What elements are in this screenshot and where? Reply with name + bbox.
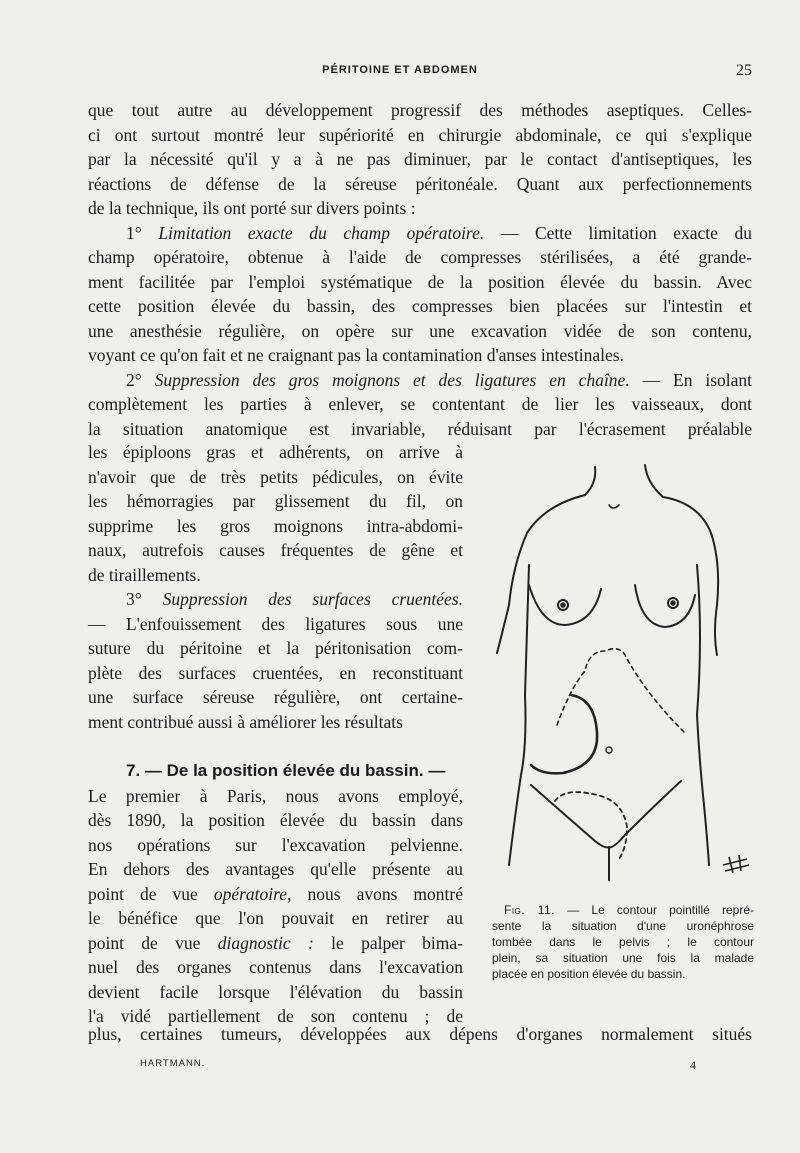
text-line: la situation anatomique est invariable, réduisant par l'écrasement préalable	[88, 418, 752, 439]
full-width-last-line	[88, 1022, 752, 1047]
text-line: nos opérations sur l'excavation pelvienne.	[88, 834, 463, 855]
text-line: les hémorragies par glissement du fil, on	[88, 491, 463, 511]
caption-line: tombée dans le pelvis ; le contour	[492, 935, 754, 949]
text-line: nuel des organes contenus dans l'excavation	[88, 957, 463, 977]
text-line: devient facile lorsque l'élévation du bassin	[88, 981, 463, 1002]
text-line: de la technique, ils ont porté sur divers points :	[88, 198, 416, 218]
point-2-number: 2°	[126, 369, 142, 390]
caption-line: plein, sa situation une fois la malade	[492, 951, 754, 965]
section-7-text	[88, 758, 463, 1029]
text-line: l'a vidé partiellement de son contenu ; de	[88, 1006, 463, 1026]
point-2-first-line	[88, 368, 752, 393]
signature-mark: 4	[690, 1058, 696, 1072]
running-title: PÉRITOINE ET ABDOMEN	[322, 64, 478, 76]
caption-line: placée en position élevée du bassin.	[492, 967, 686, 981]
point-3-first-line	[88, 587, 463, 612]
text-line: plus, certaines tumeurs, développées aux dépens d'organes normalement situés	[88, 1024, 752, 1044]
page-footer	[0, 1058, 800, 1074]
text-line: réactions de défense de la séreuse péritonéale. Quant aux perfectionnements	[88, 173, 752, 194]
text-line: suture du péritoine et la péritonisation com-	[88, 638, 463, 658]
text-line: cette position élevée du bassin, des compresses bien placées sur l'intestin et	[88, 296, 752, 316]
text-line: une surface séreuse régulière, ont certaine-	[88, 687, 463, 707]
left-column-text	[88, 440, 463, 734]
text-span: — Cette limitation exacte du	[500, 222, 753, 243]
text-line: — L'enfouissement des ligatures sous une	[88, 613, 463, 634]
point-2-title: Suppression des gros moignons et des ligatures en chaîne.	[154, 369, 630, 390]
text-line: supprime les gros moignons intra-abdomi-	[88, 515, 463, 536]
point-1-title: Limitation exacte du champ opératoire.	[158, 222, 485, 243]
female-torso-outline-drawing-icon	[485, 455, 765, 895]
text-line: point de vue diagnostic : le palper bima-	[88, 932, 463, 953]
point-1-number: 1°	[126, 222, 142, 243]
page-number: 25	[736, 62, 752, 79]
text-line: complètement les parties à enlever, se contentant de lier les vaisseaux, dont	[88, 394, 752, 414]
point-3-title: Suppression des surfaces cruentées.	[162, 589, 463, 609]
figure-caption: Fig. 11. — Le contour pointillé repré- sente la situation d'une uronéphrose tombée dans le pelvis ; le contour plein, sa situation une fois la malade placée en position élevée du bassin.	[492, 903, 754, 981]
point-3-number: 3°	[126, 589, 142, 609]
text-line: ment facilitée par l'emploi systématique de la position élevée du bassin. Avec	[88, 271, 752, 292]
caption-line: sente la situation d'une uronéphrose	[492, 919, 754, 933]
text-line: les épiploons gras et adhérents, on arrive à	[88, 442, 463, 462]
author-name: HARTMANN.	[140, 1058, 206, 1069]
full-width-text	[88, 98, 752, 441]
figure-11	[485, 455, 765, 895]
text-line: ci ont surtout montré leur supériorité en chirurgie abdominale, ce qui s'explique	[88, 124, 752, 145]
figure-label: Fig. 11.	[504, 903, 556, 917]
text-line: ment contribué aussi à améliorer les résultats	[88, 711, 403, 732]
text-line: par la nécessité qu'il y a à ne pas diminuer, par le contact d'antiseptiques, les	[88, 149, 752, 169]
section-7-heading: 7. — De la position élevée du bassin. —	[126, 761, 446, 780]
text-line: dès 1890, la position élevée du bassin dans	[88, 810, 463, 830]
text-line: voyant ce qu'on fait et ne craignant pas la contamination d'anses intestinales.	[88, 345, 624, 365]
text-line: Le premier à Paris, nous avons employé,	[88, 785, 463, 806]
point-1-first-line	[88, 221, 752, 246]
text-line: point de vue opératoire, nous avons montré	[88, 883, 463, 904]
text-line: En dehors des avantages qu'elle présente au	[88, 859, 463, 879]
text-line: une anesthésie régulière, on opère sur une excavation vidée de son contenu,	[88, 320, 752, 341]
text-span: — En isolant	[642, 369, 753, 390]
text-line: n'avoir que de très petits pédicules, on évite	[88, 466, 463, 487]
text-line: naux, autrefois causes fréquentes de gêne et	[88, 540, 463, 560]
text-line: de tiraillements.	[88, 564, 201, 585]
text-line: champ opératoire, obtenue à l'aide de compresses stérilisées, a été grande-	[88, 247, 752, 267]
running-head	[0, 64, 800, 84]
text-line: le bénéfice que l'on pouvait en retirer au	[88, 908, 463, 928]
text-line: plète des surfaces cruentées, en reconstituant	[88, 662, 463, 683]
text-line: que tout autre au développement progressif des méthodes aseptiques. Celles-	[88, 100, 752, 120]
